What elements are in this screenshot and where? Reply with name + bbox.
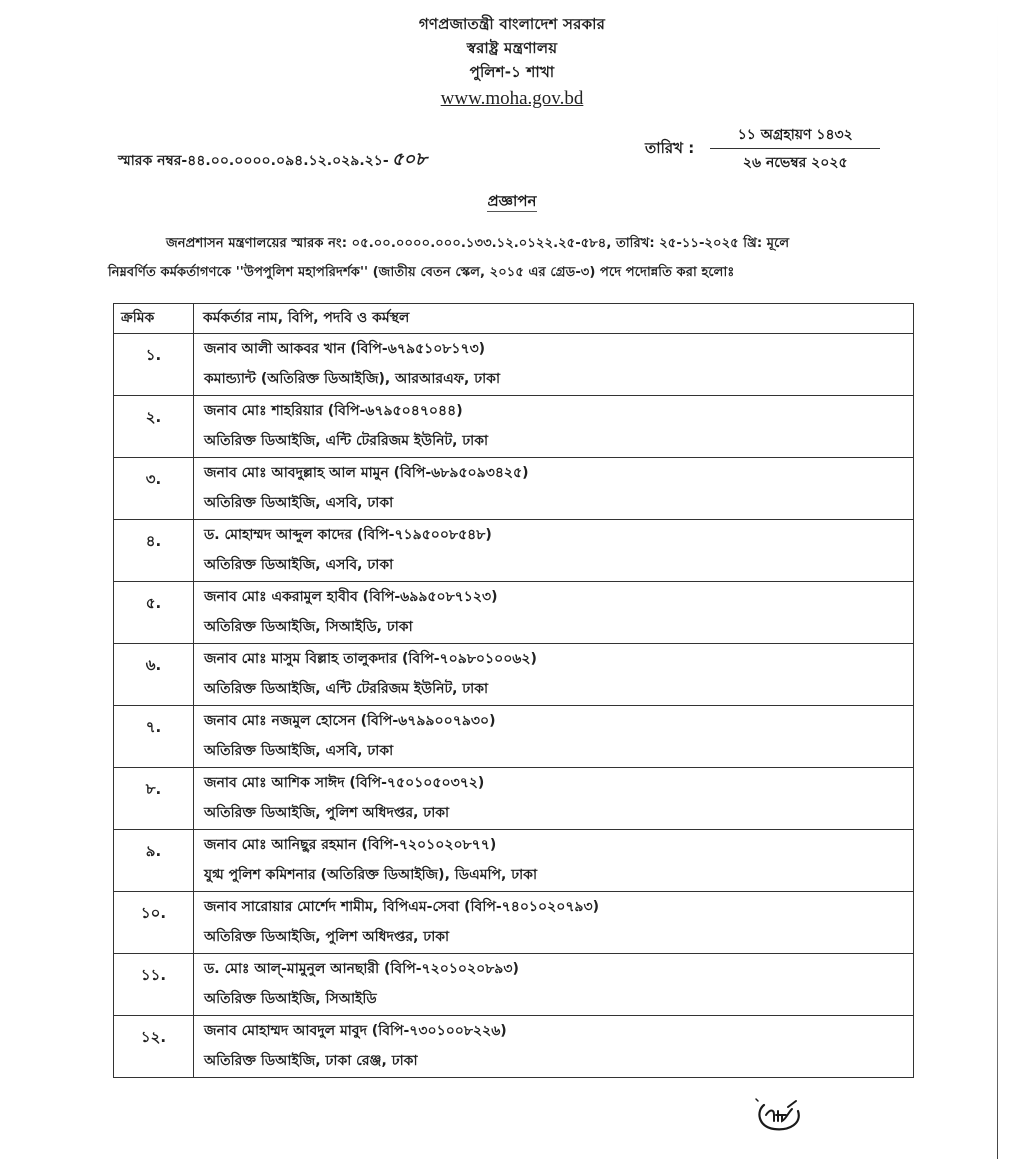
officer-name: জনাব মোহাম্মদ আবদুল মাবুদ (বিপি-৭৩০১০০৮২২৬) [204, 1023, 507, 1039]
officer-name: জনাব মোঃ নজমুল হোসেন (বিপি-৬৭৯৯০০৭৯৩০) [204, 713, 496, 729]
signature-initials-icon [752, 1093, 812, 1135]
table-row [114, 768, 914, 830]
government-header [0, 12, 1024, 111]
officer-post: অতিরিক্ত ডিআইজি, ঢাকা রেঞ্জ, ঢাকা [204, 1053, 418, 1069]
officer-name: জনাব মোঃ একরামুল হাবীব (বিপি-৬৯৯৫০৮৭১২৩) [204, 589, 498, 605]
officer-post: অতিরিক্ত ডিআইজি, এন্টি টেররিজম ইউনিট, ঢাকা [204, 433, 489, 449]
row-details [194, 396, 914, 458]
table-row [114, 520, 914, 582]
memo-number-handwritten: ৫০৮ [391, 149, 427, 170]
memo-number [118, 145, 427, 176]
table-row [114, 1016, 914, 1078]
officer-post: অতিরিক্ত ডিআইজি, এসবি, ঢাকা [204, 495, 394, 511]
officer-name: জনাব মোঃ শাহরিয়ার (বিপি-৬৭৯৫০৪৭০৪৪) [204, 403, 463, 419]
date-label: তারিখ : [645, 138, 695, 157]
officer-name: জনাব আলী আকবর খান (বিপি-৬৭৯৫১০৮১৭৩) [204, 341, 486, 357]
row-details [194, 830, 914, 892]
row-details [194, 892, 914, 954]
ministry-name: স্বরাষ্ট্র মন্ত্রণালয় [466, 39, 558, 57]
officer-name: জনাব সারোয়ার মোর্শেদ শামীম, বিপিএম-সেবা (বিপি-৭৪০১০২০৭৯৩) [204, 899, 600, 915]
officer-post: অতিরিক্ত ডিআইজি, সিআইডি [204, 991, 377, 1007]
officer-name: ড. মোঃ আল্-মামুনুল আনছারী (বিপি-৭২০১০২০৮৯৩) [204, 961, 519, 977]
row-serial: ৩. [114, 458, 194, 520]
officer-name: জনাব মোঃ আশিক সাঈদ (বিপি-৭৫০১০৫০৩৭২) [204, 775, 485, 791]
row-serial: ১১. [114, 954, 194, 1016]
row-details [194, 954, 914, 1016]
row-details [194, 458, 914, 520]
officer-post: কমান্ড্যান্ট (অতিরিক্ত ডিআইজি), আরআরএফ, ঢাকা [204, 371, 501, 387]
row-serial: ১০. [114, 892, 194, 954]
ministry-website-link[interactable]: www.moha.gov.bd [440, 88, 584, 109]
branch-name: পুলিশ-১ শাখা [469, 63, 555, 81]
row-serial: ৭. [114, 706, 194, 768]
header-serial: ক্রমিক [114, 304, 194, 334]
notice-body-line-1: জনপ্রশাসন মন্ত্রণালয়ের স্মারক নং: ০৫.০০.০০০০.০০০.১৩৩.১২.০১২২.২৫-৫৮৪, তারিখ: ২৫-১১-২০২৫ খ্রি: মূলে [166, 236, 790, 251]
table-row [114, 892, 914, 954]
row-serial: ৪. [114, 520, 194, 582]
table-header-row [114, 304, 914, 334]
notice-title-text: প্রজ্ঞাপন [487, 192, 537, 210]
page-edge-line [997, 0, 998, 1159]
row-details [194, 706, 914, 768]
row-serial: ৮. [114, 768, 194, 830]
officer-post: অতিরিক্ত ডিআইজি, পুলিশ অধিদপ্তর, ঢাকা [204, 805, 450, 821]
table-row [114, 582, 914, 644]
date-bangla-calendar: ১১ অগ্রহায়ণ ১৪৩২ [710, 124, 880, 149]
row-details [194, 644, 914, 706]
government-name: গণপ্রজাতন্ত্রী বাংলাদেশ সরকার [418, 15, 606, 33]
officer-post: অতিরিক্ত ডিআইজি, পুলিশ অধিদপ্তর, ঢাকা [204, 929, 450, 945]
row-serial: ৬. [114, 644, 194, 706]
officer-name: জনাব মোঃ মাসুম বিল্লাহ তালুকদার (বিপি-৭০৯৮০১০০৬২) [204, 651, 537, 667]
row-serial: ৯. [114, 830, 194, 892]
officer-name: ড. মোহাম্মদ আব্দুল কাদের (বিপি-৭১৯৫০০৮৫৪৮) [204, 527, 492, 543]
officer-post: অতিরিক্ত ডিআইজি, সিআইডি, ঢাকা [204, 619, 413, 635]
officer-post: অতিরিক্ত ডিআইজি, এসবি, ঢাকা [204, 557, 394, 573]
table-row [114, 334, 914, 396]
officer-name: জনাব মোঃ আনিছুর রহমান (বিপি-৭২০১০২০৮৭৭) [204, 837, 497, 853]
table-row [114, 954, 914, 1016]
date-values [710, 124, 880, 174]
row-details [194, 520, 914, 582]
table-row [114, 644, 914, 706]
table-row [114, 706, 914, 768]
row-details [194, 582, 914, 644]
officers-table [113, 303, 914, 1078]
officer-name: জনাব মোঃ আবদুল্লাহ আল মামুন (বিপি-৬৮৯৫০৯৩৪২৫) [204, 465, 529, 481]
row-details [194, 1016, 914, 1078]
notice-body [108, 229, 928, 287]
table-row [114, 830, 914, 892]
table-row [114, 458, 914, 520]
date-gregorian: ২৬ নভেম্বর ২০২৫ [742, 155, 848, 171]
date-block [645, 124, 880, 174]
row-details [194, 768, 914, 830]
row-serial: ২. [114, 396, 194, 458]
officer-post: অতিরিক্ত ডিআইজি, এন্টি টেররিজম ইউনিট, ঢাকা [204, 681, 489, 697]
header-officer-details: কর্মকর্তার নাম, বিপি, পদবি ও কর্মস্থল [194, 304, 914, 334]
row-serial: ১. [114, 334, 194, 396]
memo-number-text: স্মারক নম্বর-৪৪.০০.০০০০.০৯৪.১২.০২৯.২১- [118, 153, 389, 169]
row-details [194, 334, 914, 396]
officer-post: যুগ্ম পুলিশ কমিশনার (অতিরিক্ত ডিআইজি), ডিএমপি, ঢাকা [204, 867, 538, 883]
row-serial: ১২. [114, 1016, 194, 1078]
table-row [114, 396, 914, 458]
notice-title [0, 190, 1024, 215]
officer-post: অতিরিক্ত ডিআইজি, এসবি, ঢাকা [204, 743, 394, 759]
row-serial: ৫. [114, 582, 194, 644]
notice-body-line-2: নিম্নবর্ণিত কর্মকর্তাগণকে ''উপপুলিশ মহাপরিদর্শক'' (জাতীয় বেতন স্কেল, ২০১৫ এর গ্রেড-৩) পদে পদোন্নতি করা হলোঃ [108, 265, 735, 280]
